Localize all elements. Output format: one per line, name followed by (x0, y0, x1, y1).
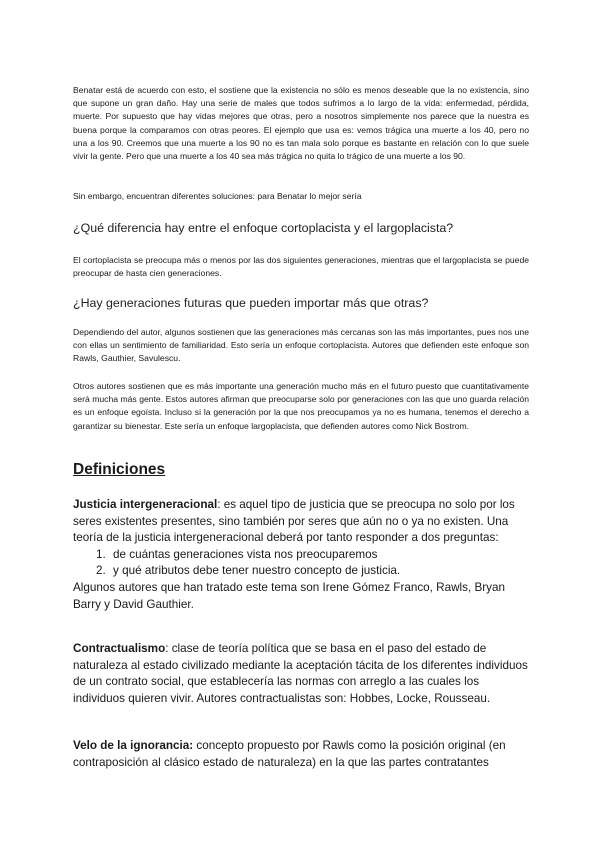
questions-list (73, 547, 529, 580)
list-item: 1. de cuántas generaciones vista nos preocuparemos (109, 547, 529, 564)
definition-justicia-body: : es aquel tipo de justicia que se preocupa no solo por los seres existentes presentes, sino también por seres que aún no o ya no existen. Una teoría de la justicia intergeneracional deberá por tanto responder a dos preguntas: (73, 498, 515, 545)
definition-justicia (73, 497, 529, 613)
question-generaciones: ¿Hay generaciones futuras que pueden importar más que otras? (73, 296, 429, 310)
definition-contractualismo-body: : clase de teoría política que se basa en el paso del estado de naturaleza al estado civilizado mediante la aceptación tácita de los diferentes individuos de un contrato social, que establecería las normas con arreglo a las cuales los individuos quieren vivir. Autores contractualistas son: Hobbes, Locke, Rousseau. (73, 642, 528, 705)
list-item: 2. y qué atributos debe tener nuestro concepto de justicia. (109, 563, 529, 580)
definition-velo-body: concepto propuesto por Rawls como la posición original (en contraposición al clásico estado de naturaleza) en la que las partes contratantes (73, 739, 506, 769)
section-heading-definiciones: Definiciones (73, 461, 166, 478)
definition-justicia-authors: Algunos autores que han tratado este tema son Irene Gómez Franco, Rawls, Bryan Barry y David Gauthier. (73, 580, 506, 611)
definition-velo (73, 738, 529, 771)
paragraph-dependiendo: Dependiendo del autor, algunos sostienen que las generaciones más cercanas son las más importantes, pues nos une con ellas un sentimiento de familiaridad. Esto sería un enfoque cortoplacista. Autores que defienden este enfoque son Rawls, Gauthier, Savulescu. (73, 327, 529, 364)
question-enfoques: ¿Qué diferencia hay entre el enfoque cortoplacista y el largoplacista? (73, 221, 454, 235)
paragraph-benatar: Benatar está de acuerdo con esto, el sostiene que la existencia no sólo es menos deseable que la no existencia, sino que supone un gran daño. Hay una serie de males que todos sufrimos a lo largo de la vida: enfermedad, pérdida, muerte. Por supuesto que hay vidas mejores que otras, pero a nosotros simplemente nos parece que la nuestra es buena porque la comparamos con otras peores. El ejemplo que usa es: vemos trágica una muerte a los 40, pero no una a los 90. Creemos que una muerte a los 90 no es tan mala solo porque es bastante en relación con lo que suele vivir la gente. Pero que una muerte a los 40 sea más trágica no quita lo trágico de una muerte a los 90. (73, 85, 529, 162)
definition-justicia-text (73, 497, 529, 547)
paragraph-otros-autores: Otros autores sostienen que es más importante una generación mucho más en el futuro puesto que cuantitativamente será mucha más gente. Estos autores afirman que preocuparse solo por generaciones con las que uno guarda relación es un enfoque egoísta. Incluso si la generación por la que nos preocupamos ya no es humana, tenemos el derecho a garantizar su bienestar. Este sería un enfoque largoplacista, que defienden autores como Nick Bostrom. (73, 381, 529, 431)
term-justicia: Justicia intergeneracional (73, 498, 218, 511)
paragraph-soluciones: Sin embargo, encuentran diferentes soluciones: para Benatar lo mejor sería (73, 191, 362, 201)
definition-contractualismo (73, 641, 529, 707)
paragraph-cortoplacista: El cortoplacista se preocupa más o menos por las dos siguientes generaciones, mientras que el largoplacista se puede preocupar de hasta cien generaciones. (73, 255, 529, 279)
term-velo: Velo de la ignorancia: (73, 739, 194, 752)
term-contractualismo: Contractualismo (73, 642, 166, 655)
